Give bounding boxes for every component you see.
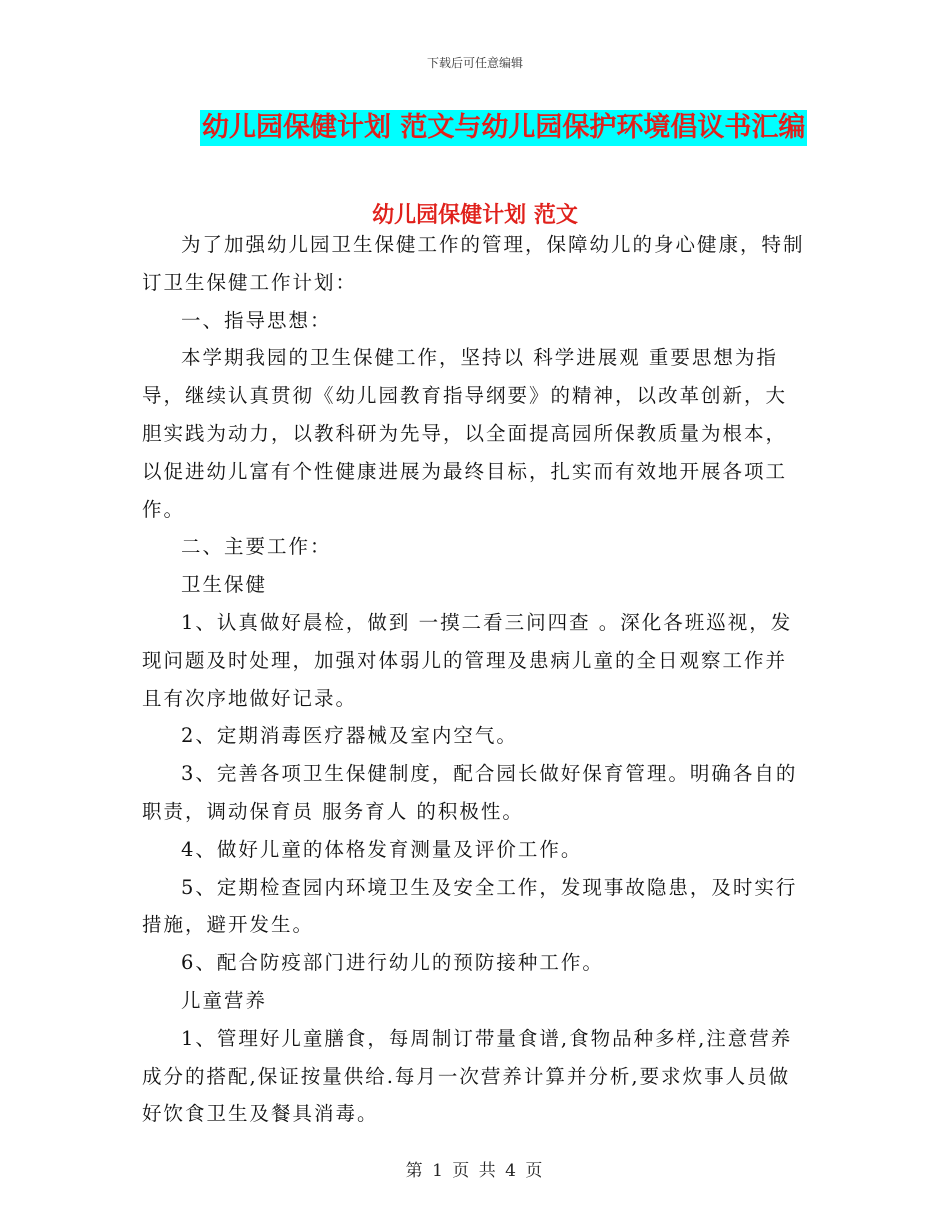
heading-guiding-thought: 一、指导思想：	[181, 308, 332, 332]
paragraph-item-1: 1、认真做好晨检，做到 一摸二看三问四查 。深化各班巡视，发现问题及时处理，加强对体弱儿的管理及患病儿童的全日观察工作并且有次序地做好记录。	[142, 610, 793, 710]
paragraph-item-4: 4、做好儿童的体格发育测量及评价工作。	[181, 837, 583, 861]
paragraph-item-3: 3、完善各项卫生保健制度，配合园长做好保育管理。明确各自的职责，调动保育员 服务育人 的积极性。	[142, 762, 798, 823]
header-note: 下载后可任意编辑	[426, 56, 523, 70]
heading-main-work: 二、主要工作：	[181, 535, 332, 559]
paragraph-item-6: 6、配合防疫部门进行幼儿的预防接种工作。	[181, 951, 604, 975]
paragraph-item-5: 5、定期检查园内环境卫生及安全工作，发现事故隐患，及时实行措施，避开发生。	[142, 875, 798, 937]
heading-health-care: 卫生保健	[181, 573, 268, 597]
main-title-wrap	[200, 110, 806, 146]
heading-child-nutrition: 儿童营养	[181, 988, 268, 1012]
document-body	[142, 226, 808, 1133]
section-title: 幼儿园保健计划 范文	[372, 203, 578, 228]
paragraph-item-2: 2、定期消毒医疗器械及室内空气。	[181, 724, 518, 748]
paragraph-intro: 为了加强幼儿园卫生保健工作的管理，保障幼儿的身心健康，特制订卫生保健工作计划：	[142, 233, 805, 294]
paragraph-guiding-thought: 本学期我园的卫生保健工作，坚持以 科学进展观 重要思想为指导，继续认真贯彻《幼儿园教育指导纲要》的精神，以改革创新，大胆实践为动力，以教科研为先导，以全面提高园所保教质量为根本，以促进幼儿富有个性健康进展为最终目标，扎实而有效地开展各项工作。	[142, 346, 788, 521]
main-title: 幼儿园保健计划 范文与幼儿园保护环境倡议书汇编	[200, 110, 807, 146]
paragraph-nutrition-1: 1、管理好儿童膳食，每周制订带量食谱,食物品种多样,注意营养成分的搭配,保证按量供给.每月一次营养计算并分析,要求炊事人员做好饮食卫生及餐具消毒。	[142, 1026, 793, 1126]
page-number-footer: 第 1 页 共 4 页	[405, 1161, 545, 1181]
